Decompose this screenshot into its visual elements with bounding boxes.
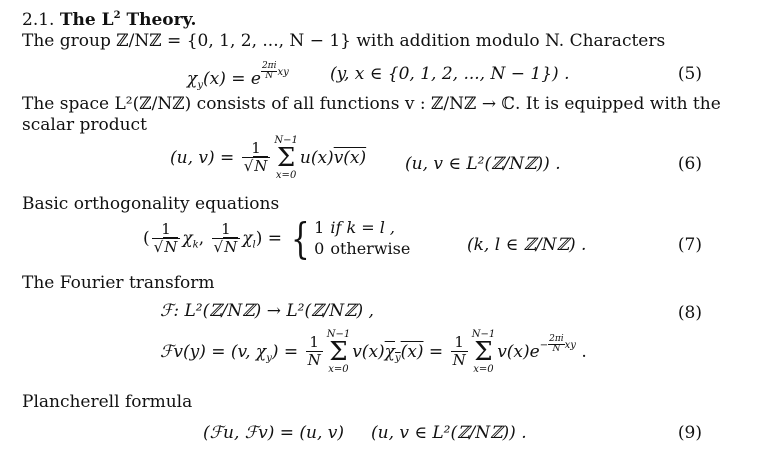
eq6-fraction: $\frac{1}{√N}$	[242, 141, 271, 175]
group-line: The group ℤ/Nℤ = {0, 1, 2, ..., N − 1} with addition modulo N. Characters	[22, 31, 666, 51]
space-line-1: The space L²(ℤ/Nℤ) consists of all functions v : ℤ/Nℤ → ℂ. It is equipped with the	[22, 94, 721, 114]
equation-9-condition: (u, v ∈ L²(ℤ/Nℤ)) .	[371, 423, 527, 443]
equation-6-condition: (u, v ∈ L²(ℤ/Nℤ)) .	[405, 154, 561, 174]
equation-5-number: (5)	[677, 64, 702, 84]
section-title: The L	[59, 10, 114, 30]
equation-8-line-2: ℱv(y) = (v, $\chi_y$) = $\frac{1}{N}$ N−1 Σ x=0 $v(x)\chi_y(x)$ = $\frac{1}{N}$ N−1 Σ x=0 v(x)e− $\frac{2\pi i}{N}$ $^{xy}$ .	[160, 329, 587, 375]
section-heading	[22, 11, 196, 29]
equation-5-condition: (y, x ∈ {0, 1, 2, ..., N − 1}) .	[330, 64, 570, 84]
section-title-sup: 2	[113, 10, 121, 21]
equation-7-condition: (k, l ∈ ℤ/Nℤ) .	[467, 235, 587, 255]
equation-6-number: (6)	[677, 154, 702, 174]
cases-table: 1 if k = l , 0 otherwise	[314, 218, 411, 258]
eq6-sum: N−1 Σ x=0	[274, 135, 298, 181]
equation-9-number: (9)	[677, 423, 702, 443]
equation-8-number: (8)	[677, 303, 702, 323]
section-number: 2.1.	[22, 10, 55, 30]
space-line-2: scalar product	[22, 115, 147, 135]
cases-brace: {	[291, 214, 311, 263]
equation-7-number: (7)	[677, 235, 702, 255]
section-title-end: Theory.	[126, 10, 197, 30]
equation-6: (u, v) = $\frac{1}{√N}$ N−1 Σ x=0 u(x)v(x)	[170, 135, 367, 181]
orthogonality-heading: Basic orthogonality equations	[22, 194, 280, 214]
equation-5: $\chi_y(x) = e$ $\frac{2\pi i}{N}$ $^{xy}$	[187, 61, 289, 91]
equation-8-line-1: ℱ: L²(ℤ/Nℤ) → L²(ℤ/Nℤ) ,	[160, 301, 374, 321]
equation-7: ( $\frac{1}{√N}$ $\chi_k$, $\frac{1}{√N}$ $\chi_l$) = { 1 if k = l , 0 otherwise	[143, 218, 416, 260]
eq5-exponent-fraction: $\frac{2\pi i}{N}$	[261, 61, 277, 81]
plancherel-heading: Plancherell formula	[22, 392, 193, 412]
equation-9: (ℱu, ℱv) = (u, v)	[203, 423, 345, 443]
fourier-heading: The Fourier transform	[22, 273, 215, 293]
